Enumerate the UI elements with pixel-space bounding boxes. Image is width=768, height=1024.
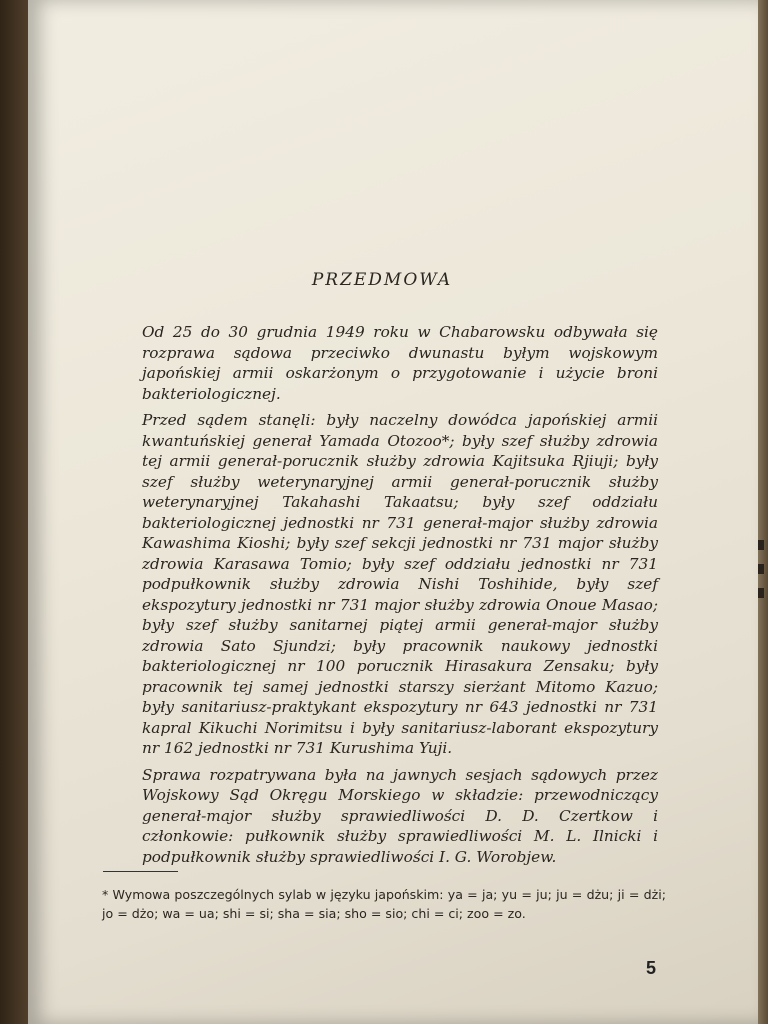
footnote-divider <box>103 871 178 872</box>
footnote: * Wymowa poszczególnych sylab w języku japońskim: ya = ja; yu = ju; ju = dżu; ji = dżi; jo = dżo; wa = ua; shi = si; sha = sia; sho = sio; chi = ci; zoo = zo. <box>102 887 666 921</box>
book-page <box>28 0 758 1024</box>
page-title: PRZEDMOWA <box>311 270 453 290</box>
preface-body <box>142 322 658 873</box>
paragraph-1: Od 25 do 30 grudnia 1949 roku w Chabarowsku odbywała się rozprawa sądowa przeciwko dwunastu byłym wojskowym japońskiej armii oskarżonym o przygotowanie i użycie broni bakteriologicznej. <box>142 323 658 403</box>
page-number: 5 <box>646 958 657 978</box>
paragraph-2: Przed sądem stanęli: były naczelny dowódca japońskiej armii kwantuńskiej generał Yamada Otozoo*; były szef służby zdrowia tej armii generał-porucznik służby zdrowia Kajitsuka Rjiuji; były szef służby weterynaryjnej armii generał-porucznik służby weterynaryjnej Takahashi Takaatsu; były szef oddziału bakteriologicznej jednostki nr 731 generał-major służby zdrowia Kawashima Kioshi; były szef sekcji jednostki nr 731 major służby zdrowia Karasawa Tomio; były szef oddziału jednostki nr 731 podpułkownik służby zdrowia Nishi Toshihide, były szef ekspozytury jednostki nr 731 major służby zdrowia Onoue Masao; były szef służby sanitarnej piątej armii generał-major służby zdrowia Sato Sjundzi; były pracownik naukowy jednostki bakteriologicznej nr 100 porucznik Hirasakura Zensaku; były pracownik tej samej jednostki starszy sierżant Mitomo Kazuo; były sanitariusz-praktykant ekspozytury nr 643 jednostki nr 731 kapral Kikuchi Norimitsu i były sanitariusz-laborant ekspozytury nr 162 jednostki nr 731 Kurushima Yuji. <box>142 411 658 757</box>
paragraph-3: Sprawa rozpatrywana była na jawnych sesjach sądowych przez Wojskowy Sąd Okręgu Morskiego w składzie: przewodniczący generał-major służby sprawiedliwości D. D. Czertkow i członkowie: pułkownik służby sprawiedliwości M. L. Ilnicki i podpułkownik służby sprawiedliwości I. G. Worobjew. <box>142 765 658 866</box>
